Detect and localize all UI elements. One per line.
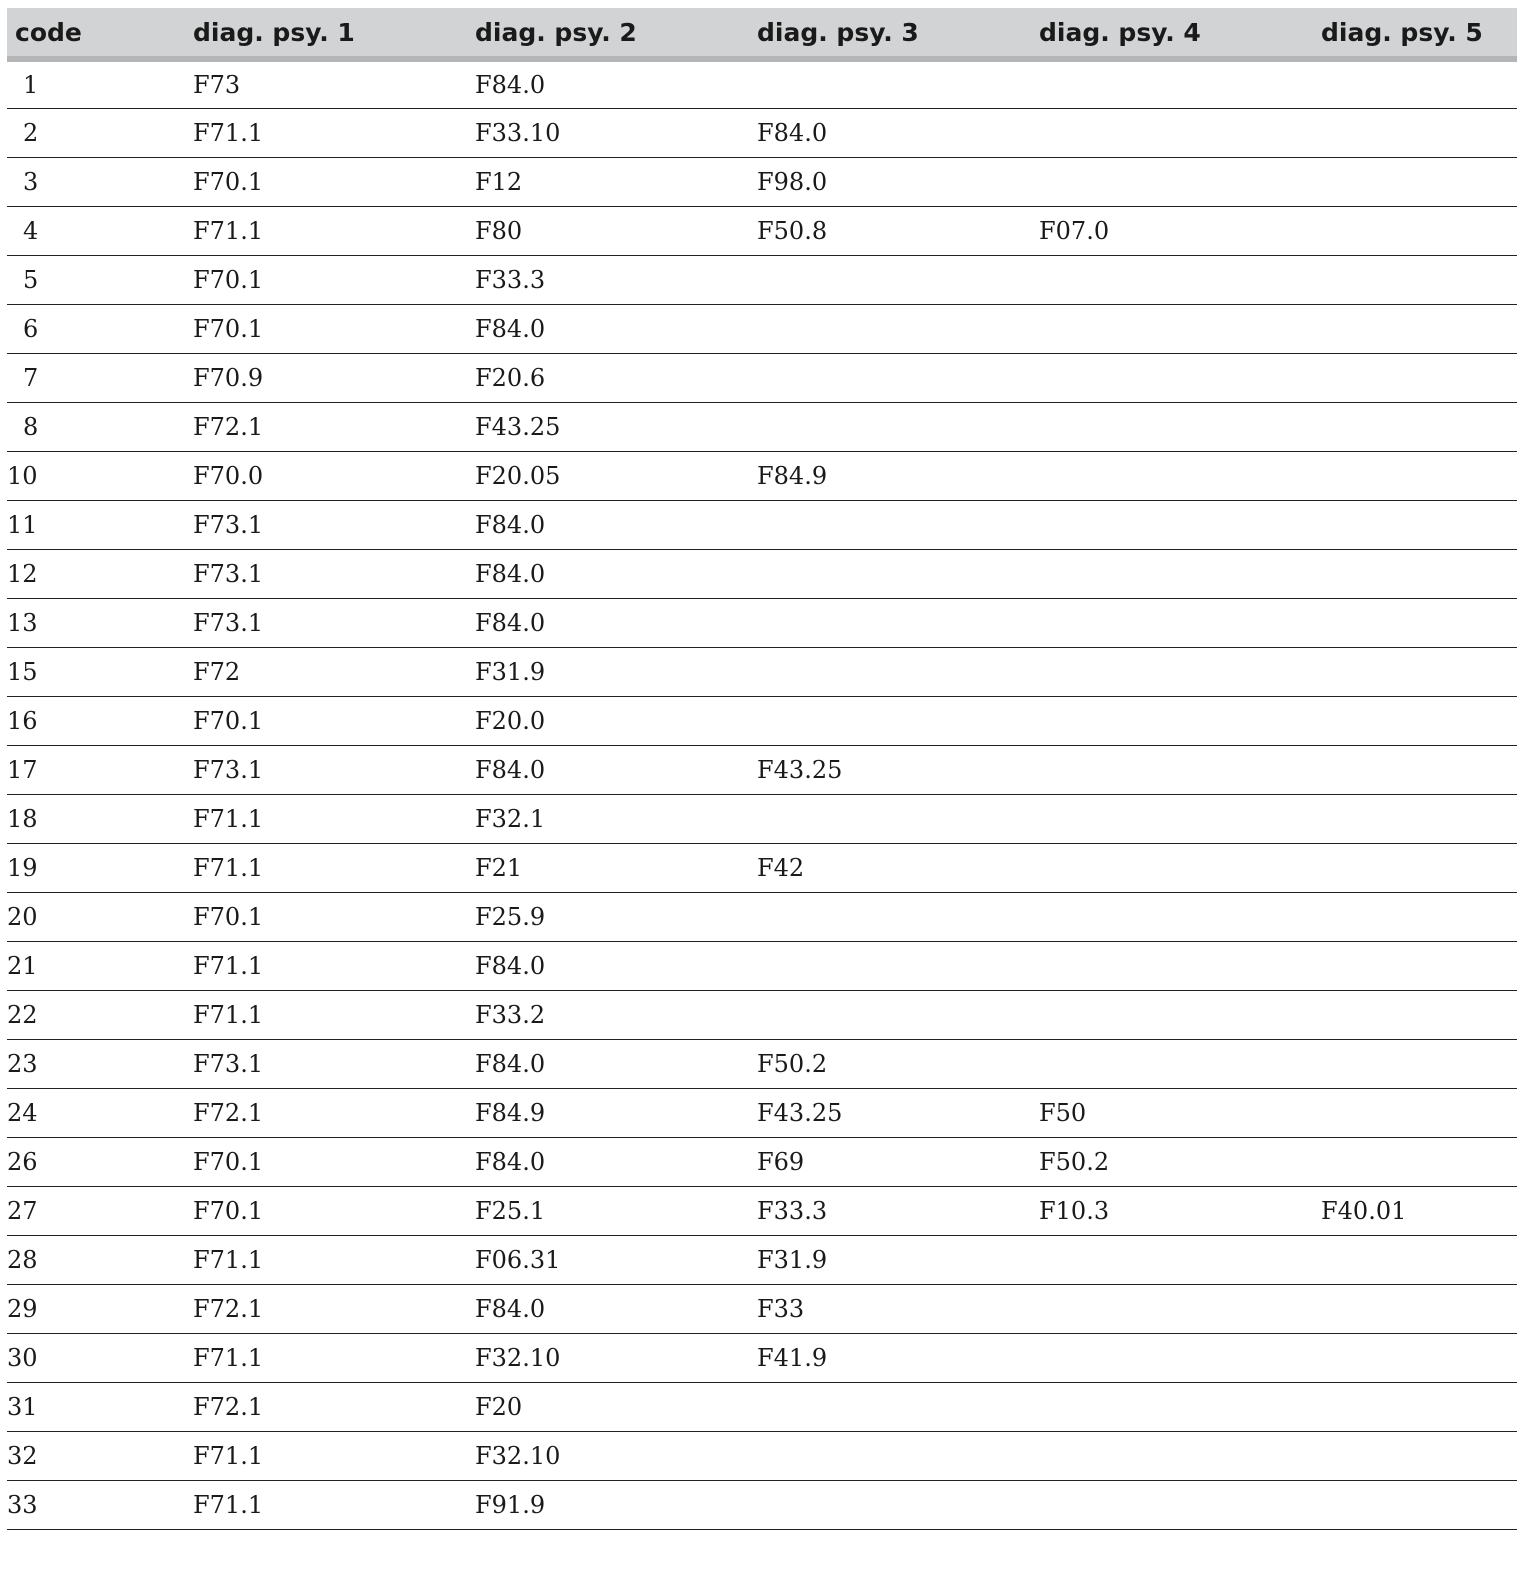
diag-psy-1-cell: F73.1 (193, 755, 264, 784)
diag-psy-1-cell: F71.1 (193, 1245, 264, 1274)
diag-psy-1-cell: F70.0 (193, 461, 264, 490)
diag-psy-5-cell (1321, 1088, 1517, 1137)
code-cell: 26 (7, 1147, 38, 1176)
diag-psy-2-cell: F33.2 (475, 1000, 546, 1029)
diag-psy-3-cell (757, 598, 1039, 647)
diag-psy-4-cell (1039, 549, 1321, 598)
diag-psy-3-cell (757, 647, 1039, 696)
diag-psy-4-cell (1039, 990, 1321, 1039)
table-row (7, 647, 1517, 696)
diag-psy-3-cell: F84.9 (757, 461, 828, 490)
diag-psy-5-cell (1321, 108, 1517, 157)
diag-psy-4-cell (1039, 1235, 1321, 1284)
code-cell: 18 (7, 804, 38, 833)
diag-psy-1-cell: F71.1 (193, 118, 264, 147)
diag-psy-5-cell (1321, 1039, 1517, 1088)
diag-psy-2-cell: F21 (475, 853, 523, 882)
diag-psy-4-cell: F50 (1039, 1098, 1087, 1127)
diag-psy-2-cell: F20.6 (475, 363, 546, 392)
code-cell: 5 (23, 265, 39, 294)
diag-psy-3-cell (757, 304, 1039, 353)
diag-psy-3-cell (757, 59, 1039, 108)
diag-psy-5-cell (1321, 892, 1517, 941)
diag-psy-2-cell: F12 (475, 167, 523, 196)
diag-psy-3-cell: F42 (757, 853, 805, 882)
diag-psy-3-cell: F98.0 (757, 167, 828, 196)
diag-psy-5-cell (1321, 353, 1517, 402)
diag-psy-2-cell: F06.31 (475, 1245, 561, 1274)
code-cell: 30 (7, 1343, 38, 1372)
diag-psy-2-cell: F20.05 (475, 461, 561, 490)
diag-psy-4-cell (1039, 353, 1321, 402)
code-cell: 16 (7, 706, 38, 735)
table-row (7, 1382, 1517, 1431)
diag-psy-3-cell (757, 1382, 1039, 1431)
diag-psy-5-cell (1321, 157, 1517, 206)
code-cell: 28 (7, 1245, 38, 1274)
diag-psy-3-cell: F50.2 (757, 1049, 828, 1078)
code-cell: 24 (7, 1098, 38, 1127)
diag-psy-3-cell (757, 500, 1039, 549)
diag-psy-1-cell: F70.1 (193, 314, 264, 343)
diag-psy-5-cell (1321, 1235, 1517, 1284)
diag-psy-4-cell: F50.2 (1039, 1147, 1110, 1176)
diag-psy-3-cell (757, 990, 1039, 1039)
code-cell: 2 (23, 118, 39, 147)
code-cell: 32 (7, 1441, 38, 1470)
diag-psy-4-cell (1039, 1382, 1321, 1431)
diag-psy-3-cell (757, 892, 1039, 941)
diag-psy-5-cell (1321, 59, 1517, 108)
table-row (7, 353, 1517, 402)
diag-psy-5-cell (1321, 402, 1517, 451)
diag-psy-2-cell: F25.1 (475, 1196, 546, 1225)
table-row (7, 1088, 1517, 1137)
code-cell: 11 (7, 510, 38, 539)
diag-psy-3-cell (757, 941, 1039, 990)
header-diag-psy-4: diag. psy. 4 (1039, 8, 1321, 59)
diag-psy-5-cell (1321, 549, 1517, 598)
diag-psy-4-cell (1039, 1333, 1321, 1382)
diag-psy-5-cell (1321, 1333, 1517, 1382)
diag-psy-4-cell (1039, 696, 1321, 745)
diag-psy-1-cell: F73.1 (193, 510, 264, 539)
diag-psy-1-cell: F71.1 (193, 1441, 264, 1470)
diag-psy-5-cell (1321, 451, 1517, 500)
diag-psy-4-cell (1039, 157, 1321, 206)
diag-psy-5-cell (1321, 941, 1517, 990)
diag-psy-3-cell: F33 (757, 1294, 805, 1323)
diag-psy-2-cell: F84.0 (475, 951, 546, 980)
table-row (7, 402, 1517, 451)
header-code: code (7, 8, 193, 59)
diag-psy-2-cell: F20.0 (475, 706, 546, 735)
table-row (7, 206, 1517, 255)
diag-psy-1-cell: F72.1 (193, 1294, 264, 1323)
diag-psy-2-cell: F84.0 (475, 70, 546, 99)
diagnosis-table-container (7, 8, 1517, 1530)
table-row (7, 255, 1517, 304)
diag-psy-4-cell (1039, 598, 1321, 647)
diag-psy-4-cell (1039, 892, 1321, 941)
diag-psy-1-cell: F70.1 (193, 902, 264, 931)
diag-psy-2-cell: F84.0 (475, 314, 546, 343)
diag-psy-3-cell: F50.8 (757, 216, 828, 245)
diag-psy-5-cell (1321, 990, 1517, 1039)
diag-psy-1-cell: F70.1 (193, 265, 264, 294)
diag-psy-4-cell: F10.3 (1039, 1196, 1110, 1225)
header-diag-psy-2: diag. psy. 2 (475, 8, 757, 59)
diag-psy-3-cell (757, 1431, 1039, 1480)
diag-psy-2-cell: F31.9 (475, 657, 546, 686)
diag-psy-4-cell (1039, 1431, 1321, 1480)
header-diag-psy-5: diag. psy. 5 (1321, 8, 1517, 59)
table-row (7, 304, 1517, 353)
code-cell: 21 (7, 951, 38, 980)
diag-psy-1-cell: F71.1 (193, 1000, 264, 1029)
diag-psy-1-cell: F70.1 (193, 1147, 264, 1176)
table-header (7, 8, 1517, 59)
diag-psy-1-cell: F73 (193, 70, 241, 99)
code-cell: 29 (7, 1294, 38, 1323)
diag-psy-2-cell: F25.9 (475, 902, 546, 931)
diag-psy-2-cell: F84.0 (475, 510, 546, 539)
diag-psy-1-cell: F71.1 (193, 216, 264, 245)
diag-psy-4-cell (1039, 647, 1321, 696)
code-cell: 17 (7, 755, 38, 784)
diag-psy-5-cell (1321, 500, 1517, 549)
code-cell: 33 (7, 1490, 38, 1519)
diag-psy-2-cell: F84.0 (475, 755, 546, 784)
diag-psy-3-cell (757, 696, 1039, 745)
diag-psy-2-cell: F80 (475, 216, 523, 245)
table-row (7, 1284, 1517, 1333)
diag-psy-4-cell (1039, 941, 1321, 990)
diag-psy-5-cell (1321, 696, 1517, 745)
diag-psy-1-cell: F73.1 (193, 608, 264, 637)
diag-psy-4-cell (1039, 108, 1321, 157)
diag-psy-2-cell: F84.0 (475, 1049, 546, 1078)
table-row (7, 108, 1517, 157)
diag-psy-1-cell: F70.9 (193, 363, 264, 392)
table-row (7, 1431, 1517, 1480)
diag-psy-3-cell (757, 1480, 1039, 1529)
diag-psy-5-cell (1321, 1137, 1517, 1186)
diag-psy-4-cell (1039, 500, 1321, 549)
diag-psy-4-cell (1039, 843, 1321, 892)
table-row (7, 745, 1517, 794)
code-cell: 1 (23, 70, 39, 99)
header-diag-psy-3: diag. psy. 3 (757, 8, 1039, 59)
diag-psy-5-cell (1321, 794, 1517, 843)
code-cell: 23 (7, 1049, 38, 1078)
diag-psy-1-cell: F71.1 (193, 951, 264, 980)
code-cell: 7 (23, 363, 39, 392)
diag-psy-5-cell (1321, 304, 1517, 353)
diag-psy-4-cell: F07.0 (1039, 216, 1110, 245)
diag-psy-3-cell: F33.3 (757, 1196, 828, 1225)
diag-psy-3-cell: F69 (757, 1147, 805, 1176)
table-row (7, 990, 1517, 1039)
diag-psy-2-cell: F43.25 (475, 412, 561, 441)
code-cell: 19 (7, 853, 38, 882)
diag-psy-3-cell: F41.9 (757, 1343, 828, 1372)
code-cell: 20 (7, 902, 38, 931)
diag-psy-1-cell: F70.1 (193, 1196, 264, 1225)
diag-psy-1-cell: F71.1 (193, 804, 264, 833)
diag-psy-3-cell: F84.0 (757, 118, 828, 147)
diag-psy-4-cell (1039, 1039, 1321, 1088)
code-cell: 12 (7, 559, 38, 588)
diag-psy-1-cell: F71.1 (193, 853, 264, 882)
code-cell: 3 (23, 167, 39, 196)
diag-psy-2-cell: F32.10 (475, 1343, 561, 1372)
diag-psy-2-cell: F84.9 (475, 1098, 546, 1127)
diag-psy-1-cell: F71.1 (193, 1343, 264, 1372)
table-row (7, 941, 1517, 990)
diag-psy-4-cell (1039, 451, 1321, 500)
diag-psy-1-cell: F72 (193, 657, 241, 686)
diag-psy-5-cell: F40.01 (1321, 1196, 1407, 1225)
code-cell: 6 (23, 314, 39, 343)
code-cell: 13 (7, 608, 38, 637)
diag-psy-2-cell: F91.9 (475, 1490, 546, 1519)
diagnosis-table (7, 8, 1517, 1530)
diag-psy-3-cell (757, 353, 1039, 402)
diag-psy-2-cell: F33.3 (475, 265, 546, 294)
header-row (7, 8, 1517, 59)
diag-psy-5-cell (1321, 1284, 1517, 1333)
diag-psy-3-cell (757, 255, 1039, 304)
diag-psy-3-cell (757, 402, 1039, 451)
diag-psy-4-cell (1039, 402, 1321, 451)
diag-psy-4-cell (1039, 745, 1321, 794)
diag-psy-3-cell (757, 549, 1039, 598)
table-row (7, 549, 1517, 598)
diag-psy-2-cell: F84.0 (475, 559, 546, 588)
table-row (7, 1137, 1517, 1186)
table-row (7, 500, 1517, 549)
table-row (7, 794, 1517, 843)
diag-psy-1-cell: F72.1 (193, 1392, 264, 1421)
diag-psy-2-cell: F20 (475, 1392, 523, 1421)
code-cell: 27 (7, 1196, 38, 1225)
diag-psy-2-cell: F32.1 (475, 804, 546, 833)
diag-psy-3-cell: F31.9 (757, 1245, 828, 1274)
table-row (7, 598, 1517, 647)
diag-psy-5-cell (1321, 1480, 1517, 1529)
diag-psy-1-cell: F70.1 (193, 706, 264, 735)
diag-psy-1-cell: F72.1 (193, 1098, 264, 1127)
diag-psy-2-cell: F33.10 (475, 118, 561, 147)
code-cell: 31 (7, 1392, 38, 1421)
code-cell: 8 (23, 412, 39, 441)
diag-psy-2-cell: F84.0 (475, 1147, 546, 1176)
diag-psy-1-cell: F70.1 (193, 167, 264, 196)
diag-psy-5-cell (1321, 843, 1517, 892)
table-row (7, 1186, 1517, 1235)
diag-psy-4-cell (1039, 304, 1321, 353)
diag-psy-4-cell (1039, 794, 1321, 843)
table-row (7, 696, 1517, 745)
diag-psy-5-cell (1321, 255, 1517, 304)
diag-psy-3-cell: F43.25 (757, 755, 843, 784)
diag-psy-1-cell: F72.1 (193, 412, 264, 441)
table-row (7, 892, 1517, 941)
diag-psy-4-cell (1039, 255, 1321, 304)
diag-psy-3-cell: F43.25 (757, 1098, 843, 1127)
diag-psy-5-cell (1321, 598, 1517, 647)
diag-psy-5-cell (1321, 206, 1517, 255)
table-row (7, 1480, 1517, 1529)
header-diag-psy-1: diag. psy. 1 (193, 8, 475, 59)
table-row (7, 157, 1517, 206)
diag-psy-2-cell: F32.10 (475, 1441, 561, 1470)
table-row (7, 451, 1517, 500)
diag-psy-2-cell: F84.0 (475, 608, 546, 637)
diag-psy-5-cell (1321, 1431, 1517, 1480)
diag-psy-3-cell (757, 794, 1039, 843)
code-cell: 15 (7, 657, 38, 686)
table-row (7, 1333, 1517, 1382)
code-cell: 10 (7, 461, 38, 490)
diag-psy-4-cell (1039, 59, 1321, 108)
diag-psy-1-cell: F73.1 (193, 1049, 264, 1078)
table-row (7, 1039, 1517, 1088)
diag-psy-1-cell: F71.1 (193, 1490, 264, 1519)
diag-psy-4-cell (1039, 1284, 1321, 1333)
diag-psy-1-cell: F73.1 (193, 559, 264, 588)
diag-psy-5-cell (1321, 1382, 1517, 1431)
code-cell: 22 (7, 1000, 38, 1029)
table-row (7, 843, 1517, 892)
diag-psy-5-cell (1321, 647, 1517, 696)
table-row (7, 1235, 1517, 1284)
diag-psy-5-cell (1321, 745, 1517, 794)
table-body (7, 59, 1517, 1529)
diag-psy-2-cell: F84.0 (475, 1294, 546, 1323)
table-row (7, 59, 1517, 108)
diag-psy-4-cell (1039, 1480, 1321, 1529)
code-cell: 4 (23, 216, 39, 245)
